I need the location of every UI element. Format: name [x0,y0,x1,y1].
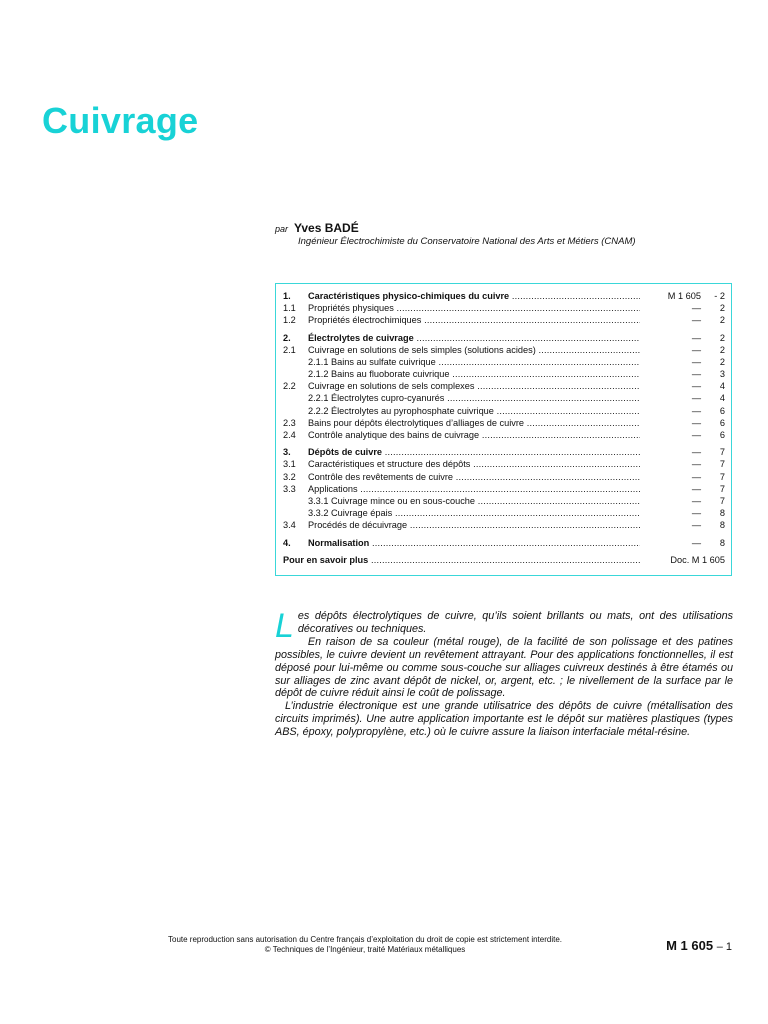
toc-entry[interactable] [283,458,725,470]
toc-entry-leader [308,356,640,368]
toc-entry-reference [640,344,725,356]
author-name: Yves BADÉ [294,221,359,235]
toc-entry-page: 7 [719,483,725,494]
toc-entry-label: 2.2.2 Électrolytes au pyrophosphate cuivrique [308,405,494,416]
toc-entry-code: — [691,356,701,367]
toc-entry-label: Électrolytes de cuivrage [308,332,414,343]
toc-entry-code: — [691,537,701,548]
toc-entry-reference [640,302,725,314]
toc-entry-leader [308,302,640,314]
toc-entry-reference [640,314,725,326]
toc-entry-reference [640,417,725,429]
toc-entry-label: Pour en savoir plus [283,554,369,565]
toc-entry-reference [640,507,725,519]
toc-entry-number: 2. [283,332,291,343]
toc-entry-label: Contrôle des revêtements de cuivre [308,471,454,482]
toc-entry-reference [640,356,725,368]
author-prefix: par [275,224,289,234]
toc-entry-code: — [691,471,701,482]
toc-entry-reference [640,405,725,417]
toc-entry-label: Cuivrage en solutions de sels complexes [308,381,475,392]
toc-entry-number: 3.3 [283,483,296,494]
toc-entry-number: 3.2 [283,471,296,482]
toc-entry-reference [640,483,725,495]
intro-paragraph-1-text: es dépôts électrolytiques de cuivre, qu’ils soient brillants ou mats, ont des utilisations décoratives ou techniques. [297,610,733,635]
toc-entry-page: 2 [719,344,725,355]
toc-entry-leader [308,344,640,356]
copyright-line-1: Toute reproduction sans autorisation du Centre français d’exploitation du droit de copie est strictement interdite. [168,935,562,944]
toc-entry[interactable] [283,356,725,368]
toc-entry-label: Contrôle analytique des bains de cuivrage [308,430,480,441]
toc-entry-page: 8 [719,537,725,548]
toc-entry-leader [308,495,640,507]
toc-entry[interactable] [283,519,725,531]
toc-entry[interactable] [283,302,725,314]
toc-entry-number: 2.4 [283,430,296,441]
toc-entry[interactable] [283,380,725,392]
toc-entry-number: 2.2 [283,381,296,392]
toc-entry-reference [640,458,725,470]
toc-entry-page: 2 [719,332,725,343]
toc-entry-number: 3.1 [283,459,296,470]
toc-entry-page: 2 [719,356,725,367]
table-of-contents [275,283,732,576]
toc-entry-page: 2 [719,303,725,314]
toc-entry-reference [640,519,725,531]
toc-section [283,446,725,531]
toc-entry-leader [308,392,640,404]
toc-entry-page: 6 [719,430,725,441]
toc-entry-number: 1.1 [283,303,296,314]
toc-entry-code: — [691,381,701,392]
toc-entry-leader [308,368,640,380]
toc-entry-leader [308,507,640,519]
toc-entry-leader [283,554,640,566]
toc-entry-code: — [691,405,701,416]
toc-entry-code: — [691,508,701,519]
toc-entry[interactable] [283,417,725,429]
toc-entry-leader [308,290,640,302]
toc-entry-leader [308,405,640,417]
intro-paragraph-3: L’industrie électronique est une grande utilisatrice des dépôts de cuivre (métallisation des circuits imprimés). Une autre application importante est le dépôt sur matières plastiques (types ABS, époxy, polypropylène, etc.) où le cuivre assure la liaison interfaciale métal-résine. [275,700,733,739]
toc-entry-number: 1. [283,290,291,301]
toc-entry-leader [308,446,640,458]
intro-paragraph-1 [275,607,733,645]
toc-entry-reference [640,392,725,404]
toc-entry[interactable] [283,537,725,549]
toc-section [283,290,725,327]
drop-cap: L [275,607,294,645]
toc-entry-code: — [691,303,701,314]
toc-entry[interactable] [283,495,725,507]
toc-entry-code: — [691,495,701,506]
toc-entry-reference [640,446,725,458]
toc-entry-code: — [691,459,701,470]
toc-entry[interactable] [283,429,725,441]
toc-entry-leader [308,429,640,441]
page-number: – 1 [716,941,732,953]
toc-entry-code: — [691,430,701,441]
toc-entry-label: Cuivrage en solutions de sels simples (solutions acides) [308,344,536,355]
toc-entry-code: Doc. M 1 605 [670,554,725,565]
toc-entry-reference [640,380,725,392]
toc-entry-page: 8 [719,520,725,531]
toc-entry[interactable] [283,446,725,458]
toc-entry[interactable] [283,471,725,483]
toc-entry-leader [308,380,640,392]
toc-entry-further-reading[interactable] [283,554,725,566]
toc-entry-reference [640,537,725,549]
toc-entry-page: 4 [719,381,725,392]
toc-entry-label: Bains pour dépôts électrolytiques d’alliages de cuivre [308,417,525,428]
toc-entry[interactable] [283,314,725,326]
toc-entry-label: Procédés de décuivrage [308,520,408,531]
toc-entry-label: 2.1.2 Bains au fluoborate cuivrique [308,369,450,380]
toc-entry-code: — [691,393,701,404]
toc-entry-label: Dépôts de cuivre [308,447,383,458]
toc-entry-label: Propriétés physiques [308,303,394,314]
toc-entry-number: 4. [283,537,291,548]
toc-entry[interactable] [283,393,725,405]
toc-entry-page: 7 [719,495,725,506]
toc-entry-page: 7 [719,471,725,482]
toc-entry[interactable] [283,344,725,356]
toc-entry-leader [308,314,640,326]
toc-entry-code: — [691,344,701,355]
author-line [275,221,359,235]
toc-entry-leader [308,537,640,549]
intro-paragraph-2: En raison de sa couleur (métal rouge), de la facilité de son polissage et des patines possibles, le cuivre devient un revêtement attrayant. Pour des applications fonctionnelles, il est déposé pour lui-même ou comme sous-couche sur alliages cuivreux destinés à être étamés ou sur alliages de zinc avant dépôt de nickel, or, argent, etc. ; le nivellement de la surface par le dépôt de cuivre réduit ainsi le coût de polissage. [275,635,733,700]
toc-entry-leader [308,458,640,470]
author-affiliation: Ingénieur Électrochimiste du Conservatoire National des Arts et Métiers (CNAM) [298,236,636,247]
toc-entry-label: Caractéristiques physico-chimiques du cuivre [308,290,510,301]
toc-section [283,332,725,442]
toc-entry-label: 2.2.1 Électrolytes cupro-cyanurés [308,393,445,404]
toc-entry-label: Caractéristiques et structure des dépôts [308,459,471,470]
toc-entry-label: Applications [308,483,358,494]
toc-entry-reference [640,429,725,441]
page-title: Cuivrage [42,100,199,141]
toc-entry-leader [308,483,640,495]
toc-entry-label: 3.3.1 Cuivrage mince ou en sous-couche [308,495,476,506]
toc-entry[interactable] [283,405,725,417]
intro-text [275,607,733,739]
toc-entry-code: — [691,520,701,531]
toc-entry-code: — [691,417,701,428]
toc-entry-number: 1.2 [283,315,296,326]
toc-entry[interactable] [283,507,725,519]
toc-entry-leader [308,471,640,483]
toc-entry-code: — [691,483,701,494]
toc-entry-page: 8 [719,508,725,519]
toc-entry-number: 3.4 [283,520,296,531]
toc-entry-page: 6 [719,405,725,416]
toc-entry-page: - 2 [714,290,725,301]
toc-entry-leader [308,417,640,429]
page-reference [666,938,732,953]
toc-entry-reference [640,368,725,380]
toc-entry-label: Normalisation [308,537,370,548]
copyright-line-2: © Techniques de l’Ingénieur, traité Matériaux métalliques [264,945,466,954]
toc-entry-label: 3.3.2 Cuivrage épais [308,508,393,519]
toc-entry-page: 3 [719,369,725,380]
toc-entry-page: 7 [719,459,725,470]
copyright-notice [100,935,630,955]
toc-entry[interactable] [283,483,725,495]
toc-entry-label: 2.1.1 Bains au sulfate cuivrique [308,356,436,367]
toc-entry-reference [640,471,725,483]
toc-entry-leader [308,519,640,531]
toc-entry[interactable] [283,332,725,344]
toc-entry[interactable] [283,368,725,380]
toc-entry-reference [640,495,725,507]
toc-section [283,537,725,549]
toc-entry-page: 2 [719,315,725,326]
toc-entry-code: — [691,315,701,326]
toc-entry-leader [308,332,640,344]
toc-entry-number: 3. [283,447,291,458]
toc-entry-code: M 1 605 [667,290,701,301]
toc-entry-number: 2.3 [283,417,296,428]
toc-entry-reference [640,332,725,344]
toc-entry-page: 4 [719,393,725,404]
toc-entry-label: Propriétés électrochimiques [308,315,422,326]
toc-entry-page: 7 [719,447,725,458]
document-code: M 1 605 [666,938,714,953]
toc-entry-number: 2.1 [283,344,296,355]
toc-entry-reference [640,290,725,302]
toc-entry-code: — [691,332,701,343]
toc-entry-code: — [691,447,701,458]
toc-entry-page: 6 [719,417,725,428]
toc-entry[interactable] [283,290,725,302]
toc-entry-code: — [691,369,701,380]
